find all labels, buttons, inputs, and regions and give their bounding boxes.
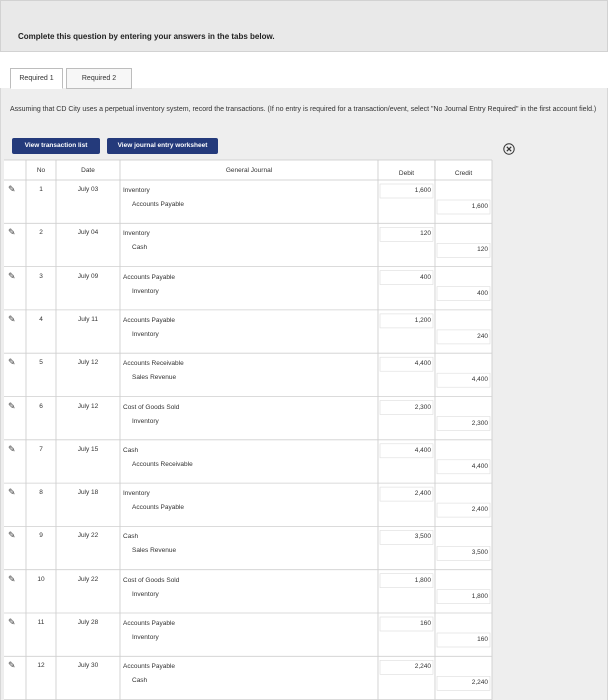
credit-amount[interactable]: 120: [477, 246, 488, 254]
row-date: July 09: [77, 272, 99, 280]
row-number: 7: [39, 445, 43, 453]
credit-amount[interactable]: 2,400: [471, 506, 488, 514]
row-date: July 30: [77, 662, 99, 670]
tab-required-2[interactable]: Required 2: [66, 68, 132, 89]
debit-amount[interactable]: 1,200: [414, 316, 431, 324]
debit-amount[interactable]: 400: [420, 273, 431, 281]
credit-account[interactable]: Inventory: [132, 417, 159, 425]
row-number: 9: [39, 532, 43, 540]
debit-account[interactable]: Inventory: [123, 490, 150, 498]
view-journal-entry-worksheet-button[interactable]: View journal entry worksheet: [107, 138, 218, 154]
credit-account[interactable]: Accounts Receivable: [132, 460, 193, 468]
debit-amount[interactable]: 2,400: [414, 490, 431, 498]
view-transaction-list-button[interactable]: View transaction list: [12, 138, 100, 154]
row-number: 6: [39, 402, 43, 410]
debit-account[interactable]: Accounts Payable: [123, 316, 176, 324]
credit-account[interactable]: Inventory: [132, 634, 159, 641]
edit-pencil-icon[interactable]: ✎: [8, 313, 16, 324]
edit-pencil-icon[interactable]: ✎: [8, 357, 16, 368]
debit-account[interactable]: Cash: [123, 533, 139, 541]
row-date: July 22: [77, 532, 99, 540]
debit-account[interactable]: Accounts Payable: [123, 663, 176, 671]
row-date: July 04: [77, 229, 99, 237]
debit-account[interactable]: Inventory: [123, 230, 150, 238]
debit-amount[interactable]: 120: [420, 230, 431, 238]
row-date: July 22: [77, 575, 99, 583]
row-number: 4: [39, 315, 43, 323]
debit-account[interactable]: Accounts Payable: [123, 620, 176, 627]
debit-account[interactable]: Cost of Goods Sold: [123, 403, 180, 411]
header-general-journal: General Journal: [225, 167, 273, 174]
header-debit: Debit: [398, 170, 415, 177]
credit-amount[interactable]: 400: [477, 289, 488, 297]
header-credit: Credit: [454, 170, 473, 177]
header-date: Date: [81, 167, 95, 174]
credit-amount[interactable]: 2,300: [471, 419, 488, 427]
edit-pencil-icon[interactable]: ✎: [8, 487, 16, 498]
edit-pencil-icon[interactable]: ✎: [8, 617, 16, 627]
debit-amount[interactable]: 3,500: [414, 533, 431, 541]
instruction-text: Complete this question by entering your answers in the tabs below.: [18, 32, 275, 41]
debit-account[interactable]: Accounts Receivable: [123, 360, 184, 368]
row-number: 2: [39, 229, 43, 237]
credit-amount[interactable]: 4,400: [471, 462, 488, 470]
credit-amount[interactable]: 3,500: [471, 549, 488, 557]
row-date: July 11: [77, 315, 99, 323]
debit-amount[interactable]: 4,400: [414, 360, 431, 368]
edit-pencil-icon[interactable]: ✎: [8, 184, 16, 194]
credit-account[interactable]: Cash: [132, 677, 148, 685]
row-date: July 03: [77, 186, 99, 193]
credit-amount[interactable]: 160: [477, 636, 488, 643]
credit-account[interactable]: Accounts Payable: [132, 504, 185, 512]
row-number: 11: [37, 619, 45, 626]
row-number: 10: [37, 575, 45, 583]
row-date: July 12: [77, 359, 99, 367]
credit-amount[interactable]: 2,240: [471, 679, 488, 687]
tab-required-1[interactable]: Required 1: [10, 68, 63, 89]
edit-pencil-icon[interactable]: ✎: [8, 530, 16, 541]
row-date: July 28: [77, 619, 99, 626]
edit-pencil-icon[interactable]: ✎: [8, 400, 16, 411]
row-number: 1: [39, 186, 43, 193]
row-date: July 12: [77, 402, 99, 410]
edit-pencil-icon[interactable]: ✎: [8, 573, 16, 584]
credit-amount[interactable]: 1,600: [471, 203, 488, 210]
debit-account[interactable]: Cost of Goods Sold: [123, 576, 180, 584]
credit-account[interactable]: Inventory: [132, 590, 159, 598]
debit-account[interactable]: Accounts Payable: [123, 273, 176, 281]
edit-pencil-icon[interactable]: ✎: [8, 227, 16, 238]
row-number: 12: [37, 662, 45, 670]
assumption-text: Assuming that CD City uses a perpetual inventory system, record the transactions. (If no entry is required for a transaction/event, select "No Journal Entry Required" in the first account field.): [10, 106, 597, 113]
row-number: 3: [39, 272, 43, 280]
edit-pencil-icon[interactable]: ✎: [8, 660, 16, 671]
debit-amount[interactable]: 4,400: [414, 446, 431, 454]
row-number: 8: [39, 489, 43, 497]
debit-account[interactable]: Cash: [123, 446, 139, 454]
credit-account[interactable]: Sales Revenue: [132, 547, 177, 555]
debit-amount[interactable]: 1,800: [414, 576, 431, 584]
debit-amount[interactable]: 1,600: [414, 187, 431, 194]
row-number: 5: [39, 359, 43, 367]
credit-amount[interactable]: 240: [477, 332, 488, 340]
debit-amount[interactable]: 2,300: [414, 403, 431, 411]
credit-amount[interactable]: 1,800: [471, 592, 488, 600]
edit-pencil-icon[interactable]: ✎: [8, 443, 16, 454]
credit-account[interactable]: Cash: [132, 244, 148, 252]
credit-account[interactable]: Inventory: [132, 287, 159, 295]
row-date: July 18: [77, 489, 99, 497]
debit-amount[interactable]: 2,240: [414, 663, 431, 671]
credit-account[interactable]: Accounts Payable: [132, 201, 185, 208]
row-date: July 15: [77, 445, 99, 453]
header-no: No: [36, 167, 46, 174]
debit-account[interactable]: Inventory: [123, 187, 150, 194]
credit-amount[interactable]: 4,400: [471, 376, 488, 384]
credit-account[interactable]: Sales Revenue: [132, 374, 177, 382]
debit-amount[interactable]: 160: [420, 620, 431, 627]
credit-account[interactable]: Inventory: [132, 330, 159, 338]
edit-pencil-icon[interactable]: ✎: [8, 270, 16, 281]
